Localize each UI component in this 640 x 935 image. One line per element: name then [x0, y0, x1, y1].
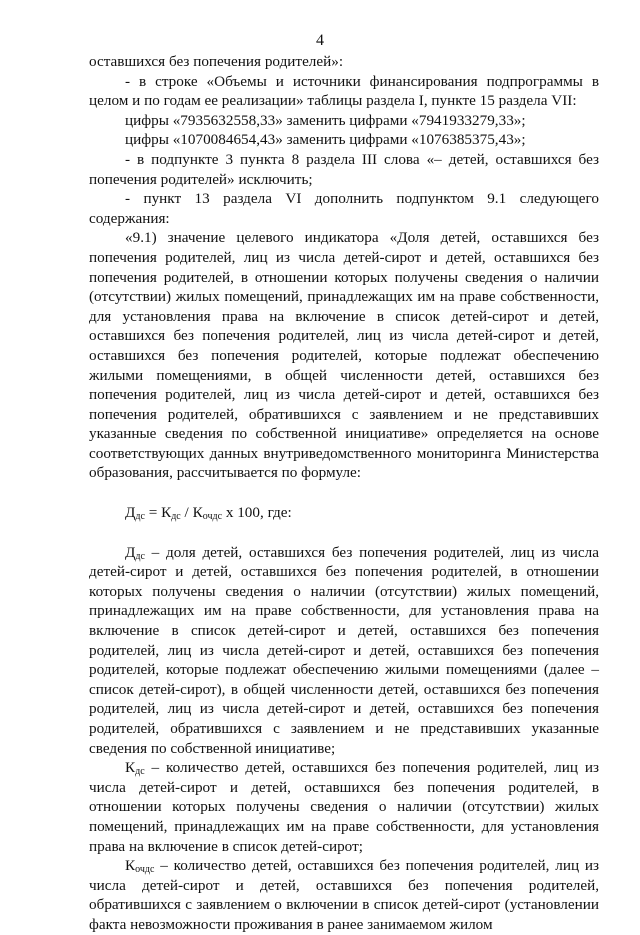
paragraph-financing-row: - в строке «Объемы и источники финансирования подпрограммы в целом и по годам ее реализации» таблицы раздела I, пункте 15 раздела VII: — [89, 72, 599, 110]
definition-d: $Д_{дс}$ – доля детей, оставшихся без попечения родителей, лиц из числа детей-сирот и детей, оставшихся без попечения родителей, в отношении которых получены сведения о наличии (отсутствии) жилых помещений, принадлежащих им на праве собственности, для установления права на включение в список детей-сирот и детей, оставшихся без попечения родителей, лиц из числа детей-сирот и детей, оставшихся без попечения родителей, которые подлежат обеспечению жилыми помещениями (далее – список детей-сирот), в общей численности детей, оставшихся без попечения родителей, лиц из числа детей-сирот и детей, оставшихся без попечения родителей, обратившихся с заявлением и не представивших указанные сведения по собственной инициативе; — [89, 543, 599, 757]
formula-k: $К_{дс}$ — [161, 504, 181, 523]
paragraph-continuation: оставшихся без попечения родителей»: — [89, 53, 344, 70]
paragraph-section-6-addition: - пункт 13 раздела VI дополнить подпунктом 9.1 следующего содержания: — [89, 190, 599, 227]
spacer — [89, 483, 599, 503]
formula: $Д_{дс} = К_{дс} / К_{очдс}$ х 100, где: — [125, 504, 292, 523]
paragraph-figures-2: цифры «1070084654,43» заменить цифрами «1076385375,43»; — [125, 131, 526, 149]
definition-kochdc: $К_{очдс}$ – количество детей, оставшихся без попечения родителей, лиц из числа детей-сирот и детей, оставшихся без попечения родителей, обратившихся с заявлением о включении в список детей-сирот (установлении факта невозможности проживания в ранее занимаемом жилом — [89, 857, 599, 933]
formula-d: $Д_{дс}$ — [125, 504, 145, 523]
paragraph-figures-1: цифры «7935632558,33» заменить цифрами «7941933279,33»; — [125, 111, 526, 129]
spacer — [89, 523, 599, 543]
paragraph-indicator-9-1: «9.1) значение целевого индикатора «Доля детей, оставшихся без попечения родителей, лиц из числа детей-сирот и детей, оставшихся без попечения родителей, в отношении которых получены сведения о наличии (отсутствии) жилых помещений, принадлежащих им на праве собственности, для установления права на включение в список детей-сирот и детей, оставшихся без попечения родителей, лиц из числа детей-сирот и детей, оставшихся без попечения родителей, которые подлежат обеспечению жилыми помещениями, в общей численности детей, оставшихся без попечения родителей, лиц из числа детей-сирот и детей, оставшихся без попечения родителей, обратившихся с заявлением и не представивших указанные сведения по собственной инициативе» определяется на основе соответствующих данных внутриведомственного мониторинга Министерства образования, рассчитывается по формуле: — [89, 229, 599, 482]
paragraph-section-3-change: - в подпункте 3 пункта 8 раздела III слова «– детей, оставшихся без попечения родителей» исключить; — [89, 150, 599, 188]
definition-k: $К_{дс}$ – количество детей, оставшихся без попечения родителей, лиц из числа детей-сирот и детей, оставшихся без попечения родителей, в отношении которых получены сведения о наличии (отсутствии) жилых помещений, принадлежащих им на праве собственности, для установления права на включение в список детей-сирот; — [89, 759, 599, 855]
page-number: 4 — [316, 32, 324, 49]
document-body — [89, 52, 599, 935]
formula-kochdc: $К_{очдс}$ — [192, 504, 223, 523]
